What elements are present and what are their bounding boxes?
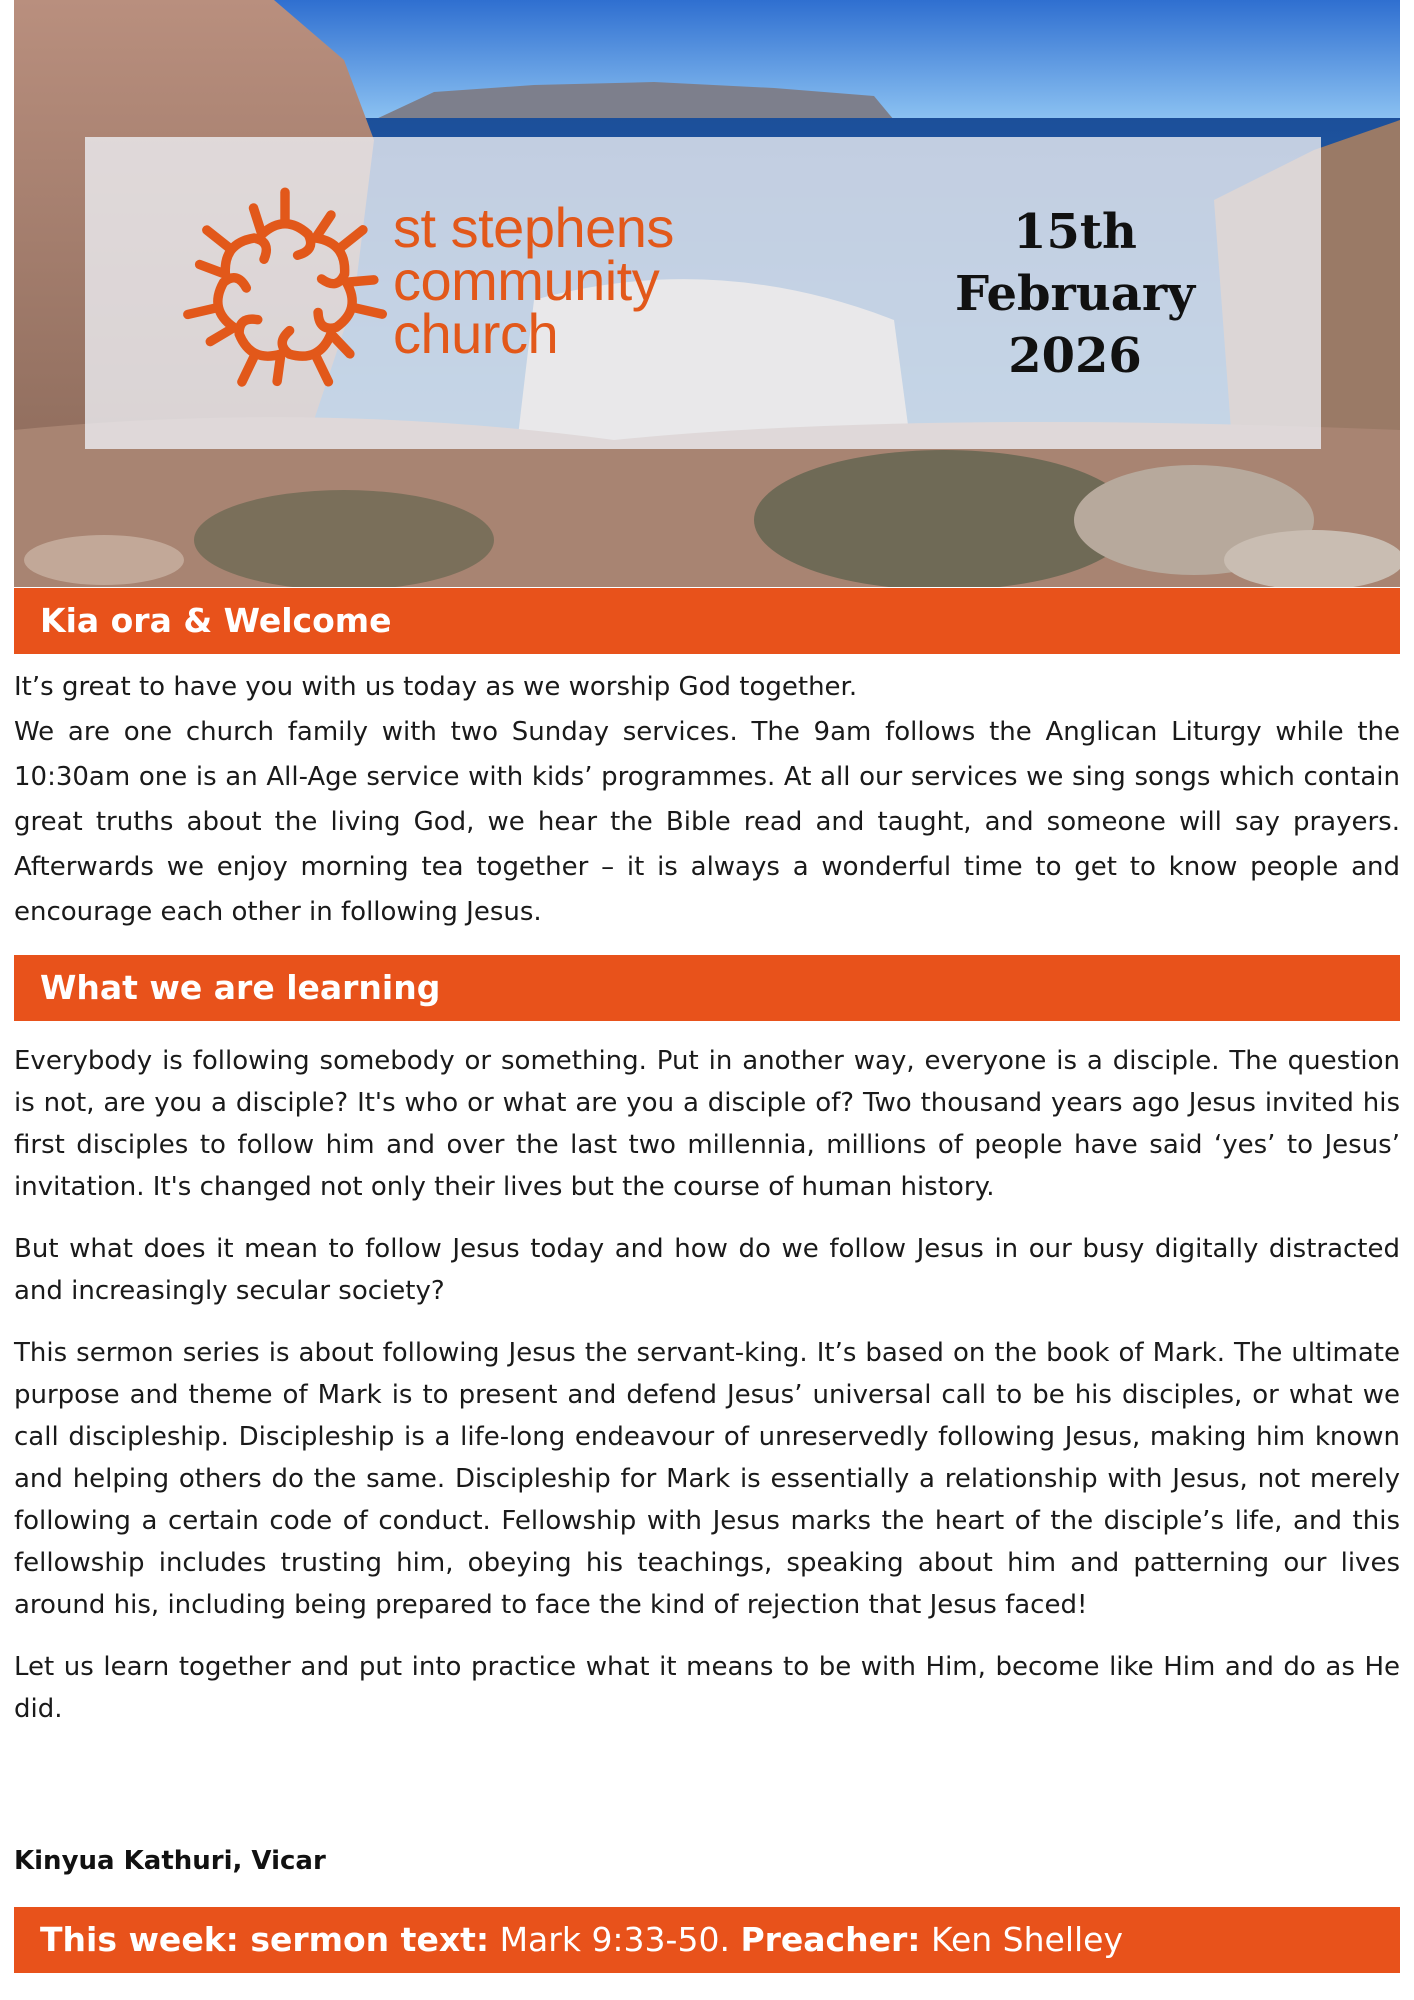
date-day: 15th [1013, 204, 1137, 260]
sermon-label: This week: sermon text: [40, 1920, 490, 1959]
learning-paragraph: This sermon series is about following Jesus the servant-king. It’s based on the book of Mark. The ultimate purpose and theme of Mark is to present and defend Jesus’ universal call to be his disciples, or what we call discipleship. Discipleship is a life-long endeavour of unreservedly following Jesus, making him known and helping others do the same. Discipleship for Mark is essentially a relationship with Jesus, not merely following a certain code of conduct. Fellowship with Jesus marks the heart of the disciple’s life, and this fellowship includes trusting him, obeying his teachings, speaking about him and patterning our lives around his, including being prepared to face the kind of rejection that Jesus faced! [14, 1338, 1400, 1620]
sermon-text: Mark 9:33-50. [499, 1920, 730, 1959]
learning-body [14, 1040, 1400, 1750]
learning-paragraph: Let us learn together and put into practice what it means to be with Him, become like Him and do as He did. [14, 1652, 1400, 1724]
welcome-body [14, 665, 1400, 935]
learning-heading: What we are learning [14, 955, 1400, 1021]
service-date [925, 201, 1225, 387]
preacher-name: Ken Shelley [930, 1920, 1124, 1959]
crown-of-thorns-icon [180, 187, 390, 397]
church-name [393, 196, 674, 365]
welcome-paragraph: We are one church family with two Sunday services. The 9am follows the Anglican Liturgy while the 10:30am one is an All-Age service with kids’ programmes. At all our services we sing songs which contain great truths about the living God, we hear the Bible read and taught, and someone will say prayers. Afterwards we enjoy morning tea together – it is always a wonderful time to get to know people and encourage each other in following Jesus. [14, 717, 1400, 927]
learning-paragraph: But what does it mean to follow Jesus today and how do we follow Jesus in our busy digitally distracted and increasingly secular society? [14, 1234, 1400, 1306]
date-month: February [954, 266, 1196, 322]
date-year: 2026 [1008, 328, 1142, 384]
this-week-bar [14, 1907, 1400, 1973]
church-name-line: church [393, 302, 559, 365]
title-panel [85, 137, 1321, 449]
hero-banner [14, 0, 1400, 587]
learning-paragraph: Everybody is following somebody or something. Put in another way, everyone is a disciple. The question is not, are you a disciple? It's who or what are you a disciple of? Two thousand years ago Jesus invited his first disciples to follow him and over the last two millennia, millions of people have said ‘yes’ to Jesus’ invitation. It's changed not only their lives but the course of human history. [14, 1046, 1400, 1202]
church-name-line: st stephens [393, 196, 674, 259]
preacher-label: Preacher: [740, 1920, 921, 1959]
welcome-heading: Kia ora & Welcome [14, 588, 1400, 654]
welcome-paragraph: It’s great to have you with us today as we worship God together. [14, 672, 858, 702]
church-name-line: community [393, 249, 660, 312]
vicar-signature: Kinyua Kathuri, Vicar [14, 1846, 326, 1876]
